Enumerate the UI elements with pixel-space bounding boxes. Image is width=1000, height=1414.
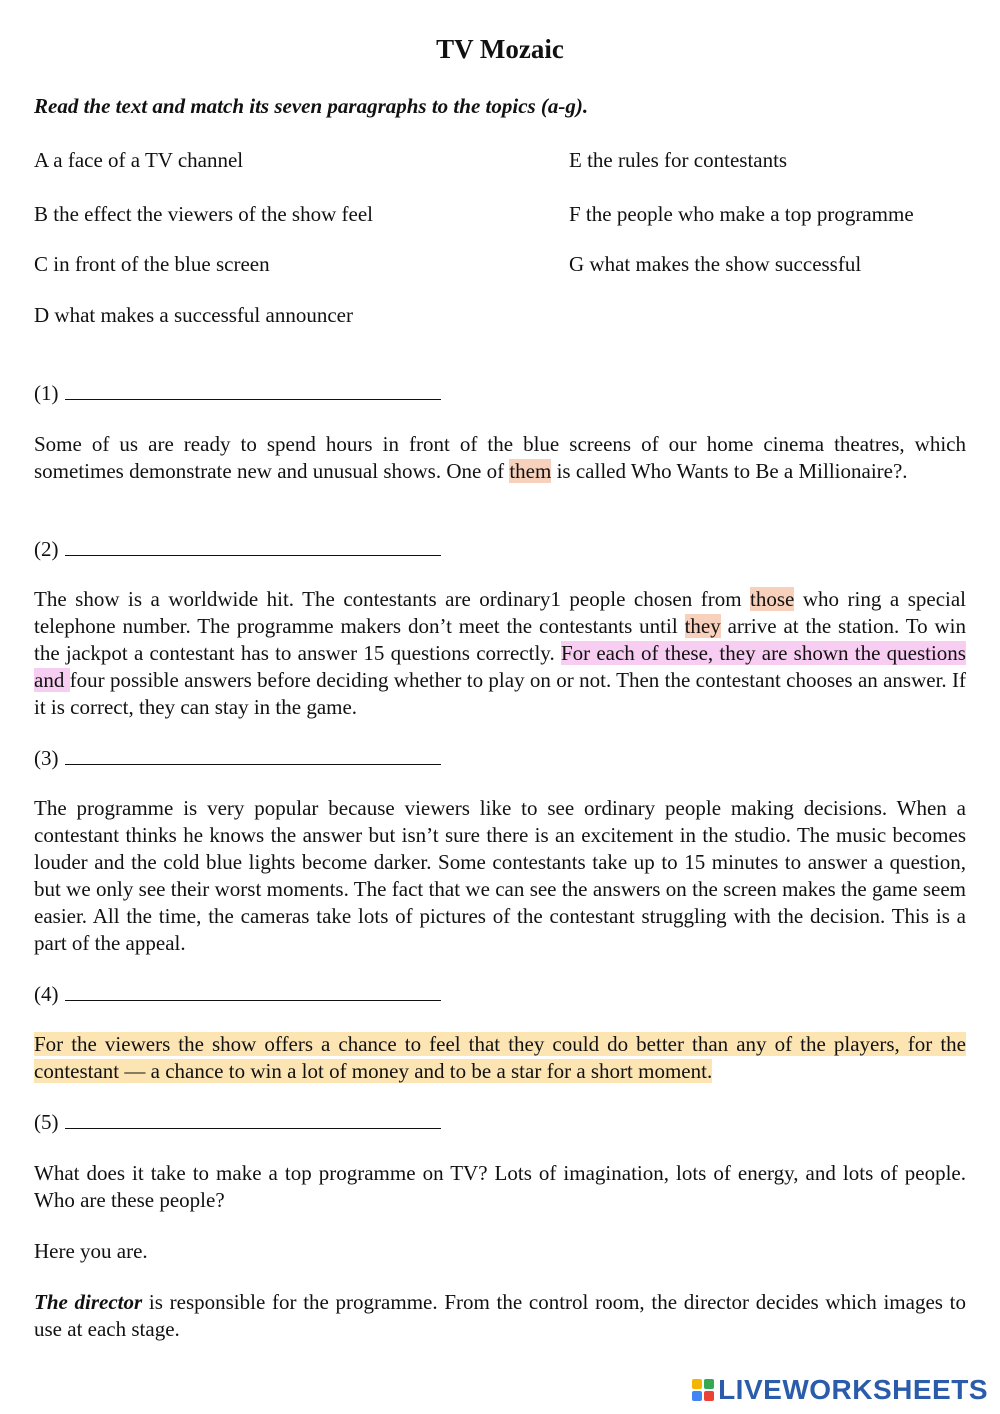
page-title: TV Mozaic xyxy=(436,34,564,64)
blank-number: (2) xyxy=(34,537,59,561)
logo-square xyxy=(704,1391,714,1401)
logo-square xyxy=(704,1379,714,1389)
answer-blank-1[interactable] xyxy=(34,381,441,406)
topic-d: D what makes a successful announcer xyxy=(34,303,353,327)
answer-line[interactable] xyxy=(65,1110,441,1129)
answer-line[interactable] xyxy=(65,537,441,556)
topic-a: A a face of a TV channel xyxy=(34,148,244,172)
topic-g: G what makes the show successful xyxy=(569,252,862,276)
liveworksheets-logo[interactable] xyxy=(692,1374,988,1406)
highlight-them: them xyxy=(509,459,552,483)
highlight-those: those xyxy=(750,587,795,611)
blank-number: (5) xyxy=(34,1110,59,1134)
blank-number: (3) xyxy=(34,746,59,770)
logo-square xyxy=(692,1379,702,1389)
answer-blank-4[interactable] xyxy=(34,982,441,1007)
answer-blank-2[interactable] xyxy=(34,537,441,562)
highlight-for-each: For each of these, they are shown the questions and xyxy=(34,641,966,692)
topic-c: C in front of the blue screen xyxy=(34,252,270,276)
instruction: Read the text and match its seven paragraphs to the topics (a-g). xyxy=(34,94,589,118)
blank-number: (1) xyxy=(34,381,59,405)
topic-f: F the people who make a top programme xyxy=(569,202,914,226)
answer-blank-3[interactable] xyxy=(34,746,441,771)
highlight-they: they xyxy=(684,614,721,638)
paragraph-1: Some of us are ready to spend hours in front of the blue screens of our home cinema theatres, which sometimes demonstrate new and unusual shows. One of them is called Who Wants to Be a Millionaire?. xyxy=(34,432,966,483)
blank-number: (4) xyxy=(34,982,59,1006)
answer-line[interactable] xyxy=(65,381,441,400)
logo-square xyxy=(692,1391,702,1401)
role-director: The director xyxy=(34,1290,143,1314)
paragraph-6: Here you are. xyxy=(34,1239,148,1263)
answer-blank-5[interactable] xyxy=(34,1110,441,1135)
highlight-viewers: For the viewers the show offers a chance to feel that they could do better than any of the players, for the contestant — a chance to win a lot of money and to be a star for a short moment. xyxy=(34,1032,966,1083)
answer-line[interactable] xyxy=(65,982,441,1001)
paragraph-4 xyxy=(34,1031,966,1085)
paragraph-5: What does it take to make a top programme on TV? Lots of imagination, lots of energy, and lots of people. Who are these people? xyxy=(34,1161,966,1212)
paragraph-2: The show is a worldwide hit. The contestants are ordinary1 people chosen from those who ring a special telephone number. The programme makers don’t meet the contestants until they arrive at the station. To win the jackpot a contestant has to answer 15 questions correctly. For each of these, they are shown the questions and four possible answers before deciding whether to play on or not. Then the contestant chooses an answer. If it is correct, they can stay in the game. xyxy=(34,587,967,719)
paragraph-7: The director is responsible for the programme. From the control room, the director decides which images to use at each stage. xyxy=(34,1290,966,1341)
logo-text: LIVEWORKSHEETS xyxy=(718,1374,988,1405)
paragraph-3: The programme is very popular because viewers like to see ordinary people making decisions. When a contestant thinks he knows the answer but isn’t sure there is an excitement in the studio. The music becomes louder and the cold blue lights become darker. Some contestants take up to 15 minutes to answer a question, but we only see their worst moments. The fact that we can see the answers on the screen makes the game seem easier. All the time, the cameras take lots of pictures of the contestant struggling with the decision. This is a part of the appeal. xyxy=(34,796,966,955)
topic-e: E the rules for contestants xyxy=(569,148,788,172)
answer-line[interactable] xyxy=(65,746,441,765)
logo-icon xyxy=(692,1379,714,1401)
topic-b: B the effect the viewers of the show feel xyxy=(34,202,373,226)
